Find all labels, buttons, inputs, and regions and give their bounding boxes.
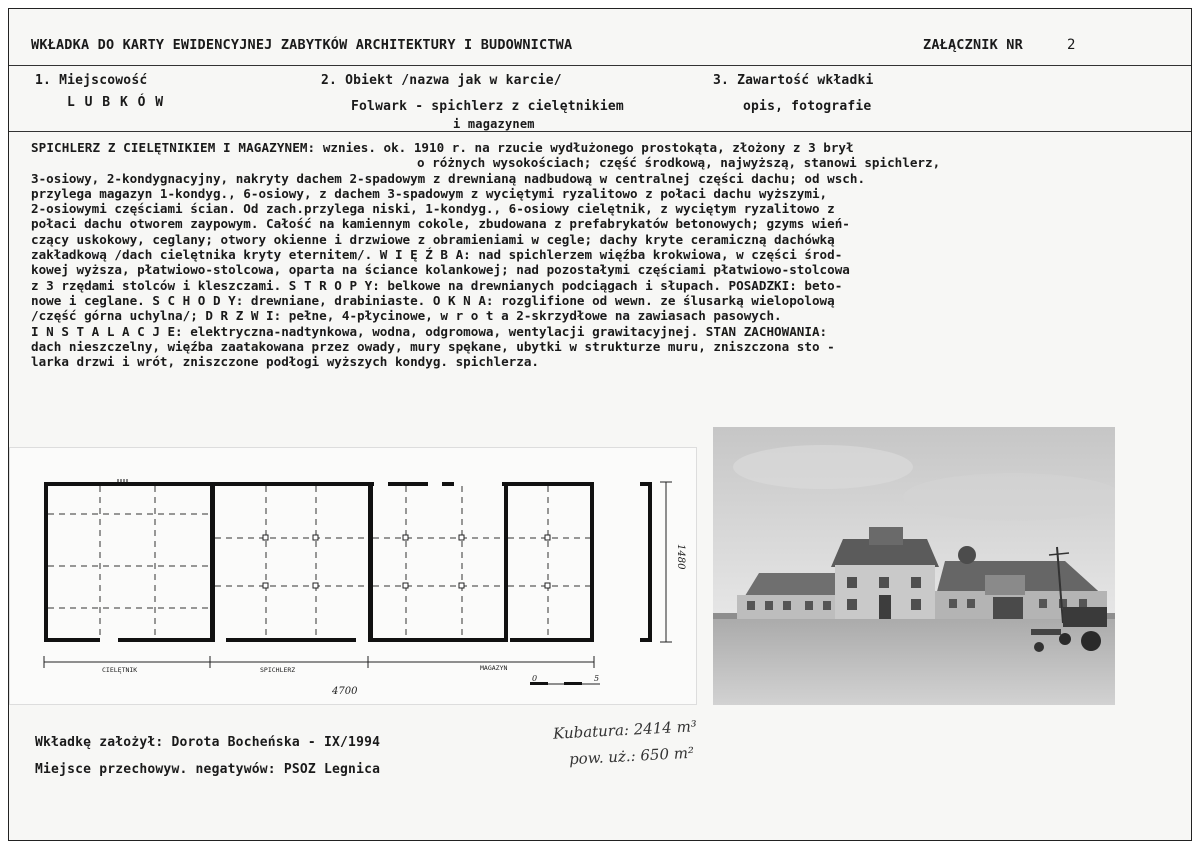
description-line: o różnych wysokościach; część środkową, najwyższą, stanowi spichlerz, <box>417 155 941 171</box>
object-label: 2. Obiekt /nazwa jak w karcie/ <box>321 73 562 88</box>
handwritten-area: pow. uż.: 650 m² <box>568 743 695 769</box>
description-line: I N S T A L A C J E: elektryczna-nadtynkowa, wodna, odgromowa, wentylacji grawitacyjnej. STAN ZACHOWANIA: <box>31 323 828 339</box>
object-value: Folwark - spichlerz z cielętnikiem <box>351 99 624 114</box>
record-sheet <box>8 8 1192 841</box>
fields-rule <box>9 131 1192 132</box>
description-line: 3-osiowy, 2-kondygnacyjny, nakryty dachem 2-spadowym z drewnianą nadbudową w centralnej części dachu; od wsch. <box>31 170 866 186</box>
description <box>31 140 1161 369</box>
description-line: czący uskokowy, ceglany; otwory okienne i drzwiowe z obramieniami w cegle; dachy kryte ceramiczną dachówką <box>31 231 835 247</box>
object-value-cont: i magazynem <box>453 117 535 131</box>
floor-plan <box>9 447 697 705</box>
scale-start: 0 <box>532 674 538 683</box>
description-line: zakładkową /dach cielętnika kryty eternitem/. W I Ę Ź B A: nad spichlerzem więźba krokwiowa, w części środ- <box>31 247 843 263</box>
content-label: 3. Zawartość wkładki <box>713 73 874 88</box>
granary-photo <box>713 427 1115 705</box>
description-line-1: SPICHLERZ Z CIELĘTNIKIEM I MAGAZYNEM: wznies. ok. 1910 r. na rzucie wydłużonego prostokąta, złożony z 3 brył <box>31 140 854 155</box>
floor-plan-drawing <box>10 448 698 706</box>
description-line: dach nieszczelny, więźba zaatakowana przez owady, mury spękane, ubytki w strukturze muru, zniszczona sto - <box>31 338 835 354</box>
description-line: 2-osiowymi częściami ścian. Od zach.przylega niski, 1-kondyg., 6-osiowy cielętnik, z wyciętym ryzalitowo z <box>31 201 835 217</box>
negatives-location: Miejsce przechowyw. negatywów: PSOZ Legnica <box>35 762 381 777</box>
plan-label-calf-house: CIELĘTNIK <box>102 666 138 674</box>
description-line: przylega magazyn 1-kondyg., 6-osiowy, z dachem 3-spadowym z wyciętymi ryzalitowo z połaci dachu wyższymi, <box>31 185 828 201</box>
annex-number: 2 <box>1067 37 1076 53</box>
plan-length-dimension: 4700 <box>332 686 358 697</box>
plan-label-warehouse: MAGAZYN <box>480 664 508 672</box>
description-heading: SPICHLERZ Z CIELĘTNIKIEM I MAGAZYNEM: <box>31 140 316 155</box>
header-rule <box>9 65 1192 66</box>
sheet-title: WKŁADKA DO KARTY EWIDENCYJNEJ ZABYTKÓW ARCHITEKTURY I BUDOWNICTWA <box>31 37 573 53</box>
annex-label: ZAŁĄCZNIK NR <box>923 37 1023 53</box>
description-line: larka drzwi i wrót, zniszczone podłogi wyższych kondyg. spichlerza. <box>31 354 539 370</box>
content-value: opis, fotografie <box>743 99 872 114</box>
description-line: z 3 rzędami stolców i kleszczami. S T R O P Y: belkowe na drewnianych podciągach i słupach. POSADZKI: beto- <box>31 277 843 293</box>
description-line: /część górna uchylna/; D R Z W I: pełne, 4-płycinowe, w r o t a 2-skrzydłowe na zawiasach pasowych. <box>31 308 782 324</box>
description-line: nowe i ceglane. S C H O D Y: drewniane, drabiniaste. O K N A: rozglifione od wewn. ze ślusarką wielopolową <box>31 292 835 308</box>
plan-label-granary: SPICHLERZ <box>260 666 296 674</box>
plan-width-dimension: 1480 <box>675 544 686 570</box>
handwritten-volume: Kubatura: 2414 m³ <box>552 717 698 743</box>
building-photograph <box>713 427 1115 705</box>
place-value: L U B K Ó W <box>67 95 165 110</box>
description-line: połaci dachu otworem zaypowym. Całość na kamiennym cokole, zbudowana z prefabrykatów betonowych; gzyms wień- <box>31 216 850 232</box>
place-label: 1. Miejscowość <box>35 73 148 88</box>
scale-end: 5 <box>594 674 600 683</box>
description-line: kowej wyższa, płatwiowo-stolcowa, oparta na ściance kolankowej; nad pozostałymi częściami płatwiowo-stolcowa <box>31 262 850 278</box>
author-line: Wkładkę założył: Dorota Bocheńska - IX/1994 <box>35 735 381 750</box>
